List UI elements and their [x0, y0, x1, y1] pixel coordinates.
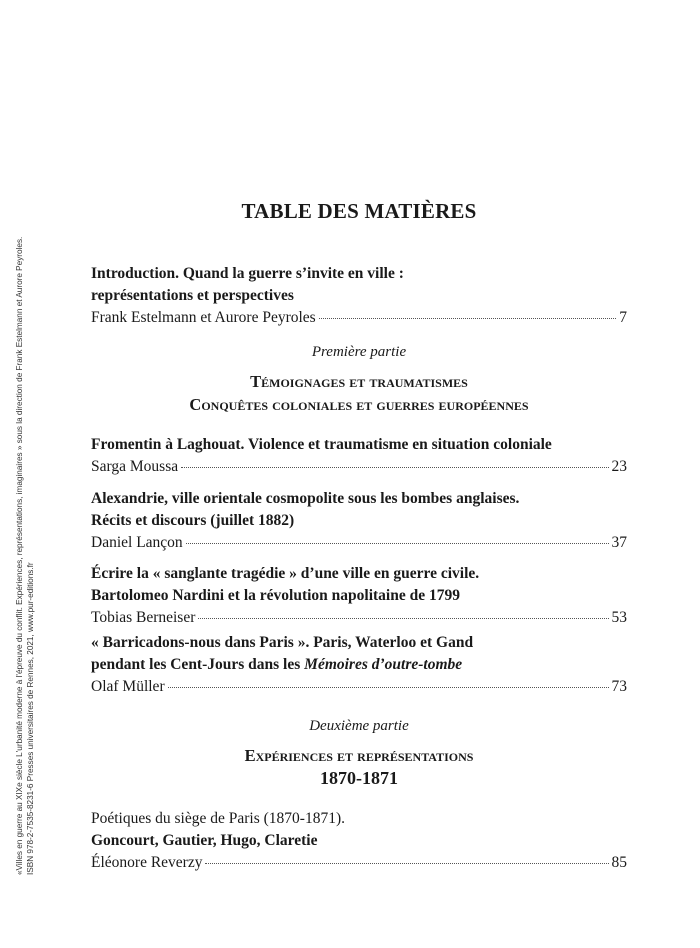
- part-label: Deuxième partie: [309, 718, 409, 734]
- entry-author: Éléonore Reverzy: [91, 854, 203, 871]
- toc-entry: [91, 434, 627, 478]
- copyright-side-note: [14, 236, 50, 875]
- entry-page-number: 7: [619, 309, 627, 326]
- toc-entry: [91, 488, 627, 554]
- toc-entry-introduction: [91, 263, 627, 329]
- entry-author-row: [91, 852, 627, 874]
- entry-title-italic: Mémoires d’outre-tombe: [304, 656, 463, 673]
- part-title-line: Conquêtes coloniales et guerres européennes: [189, 395, 529, 414]
- leader-dots: [319, 318, 617, 319]
- entry-title-line: Fromentin à Laghouat. Violence et traumatisme en situation coloniale: [91, 436, 552, 453]
- part-title-line: 1870-1871: [320, 768, 398, 788]
- entry-title-line: [91, 654, 627, 676]
- entry-title-line: « Barricadons-nous dans Paris ». Paris, Waterloo et Gand: [91, 634, 474, 651]
- entry-author-row: [91, 676, 627, 698]
- part-title: [91, 370, 627, 416]
- entry-title-line: Goncourt, Gautier, Hugo, Claretie: [91, 832, 318, 849]
- toc-entry: [91, 808, 627, 874]
- side-note-line-1: «Villes en guerre au XIXe siècle L'urbanité moderne à l'épreuve du conflit. Expériences, représentations, imaginaires » sous la direction de Frank Estelmann et Aurore Peyroles.: [15, 236, 24, 875]
- leader-dots: [168, 687, 609, 688]
- entry-author: Tobias Berneiser: [91, 609, 196, 626]
- toc-entry: [91, 563, 627, 629]
- side-note-line-2: ISBN 978-2-7535-8231-6 Presses universitaires de Rennes, 2021, www.pur-editions.fr: [26, 562, 35, 875]
- entry-page-number: 73: [611, 678, 627, 695]
- entry-author: Sarga Moussa: [91, 458, 179, 475]
- entry-page-number: 53: [611, 609, 627, 626]
- entry-title-line: Poétiques du siège de Paris (1870-1871).: [91, 810, 345, 827]
- entry-title-line: représentations et perspectives: [91, 287, 294, 304]
- entry-title-line: Récits et discours (juillet 1882): [91, 512, 295, 529]
- entry-title-line: Écrire la « sanglante tragédie » d’une ville en guerre civile.: [91, 565, 480, 582]
- part-title-line: Expériences et représentations: [244, 746, 474, 765]
- entry-page-number: 85: [611, 854, 627, 871]
- entry-author: Olaf Müller: [91, 678, 165, 695]
- part-label: Première partie: [311, 344, 407, 360]
- leader-dots: [186, 543, 609, 544]
- entry-author-row: [91, 532, 627, 554]
- entry-author: Frank Estelmann et Aurore Peyroles: [91, 309, 316, 326]
- entry-author-row: [91, 607, 627, 629]
- entry-author-row: [91, 307, 627, 329]
- leader-dots: [205, 863, 608, 864]
- entry-page-number: 23: [611, 458, 627, 475]
- entry-page-number: 37: [611, 534, 627, 551]
- entry-title-line: Alexandrie, ville orientale cosmopolite sous les bombes anglaises.: [91, 490, 520, 507]
- entry-title-text: pendant les Cent-Jours dans les: [91, 656, 305, 673]
- entry-title-line: Bartolomeo Nardini et la révolution napolitaine de 1799: [91, 587, 460, 604]
- part-title: [91, 744, 627, 790]
- entry-author: Daniel Lançon: [91, 534, 183, 551]
- leader-dots: [181, 467, 608, 468]
- part-title-line: Témoignages et traumatismes: [250, 372, 468, 391]
- leader-dots: [198, 618, 608, 619]
- entry-title-line: Introduction. Quand la guerre s’invite en ville :: [91, 265, 404, 282]
- toc-entry: [91, 632, 627, 698]
- entry-author-row: [91, 456, 627, 478]
- page-title: TABLE DES MATIÈRES: [241, 199, 477, 223]
